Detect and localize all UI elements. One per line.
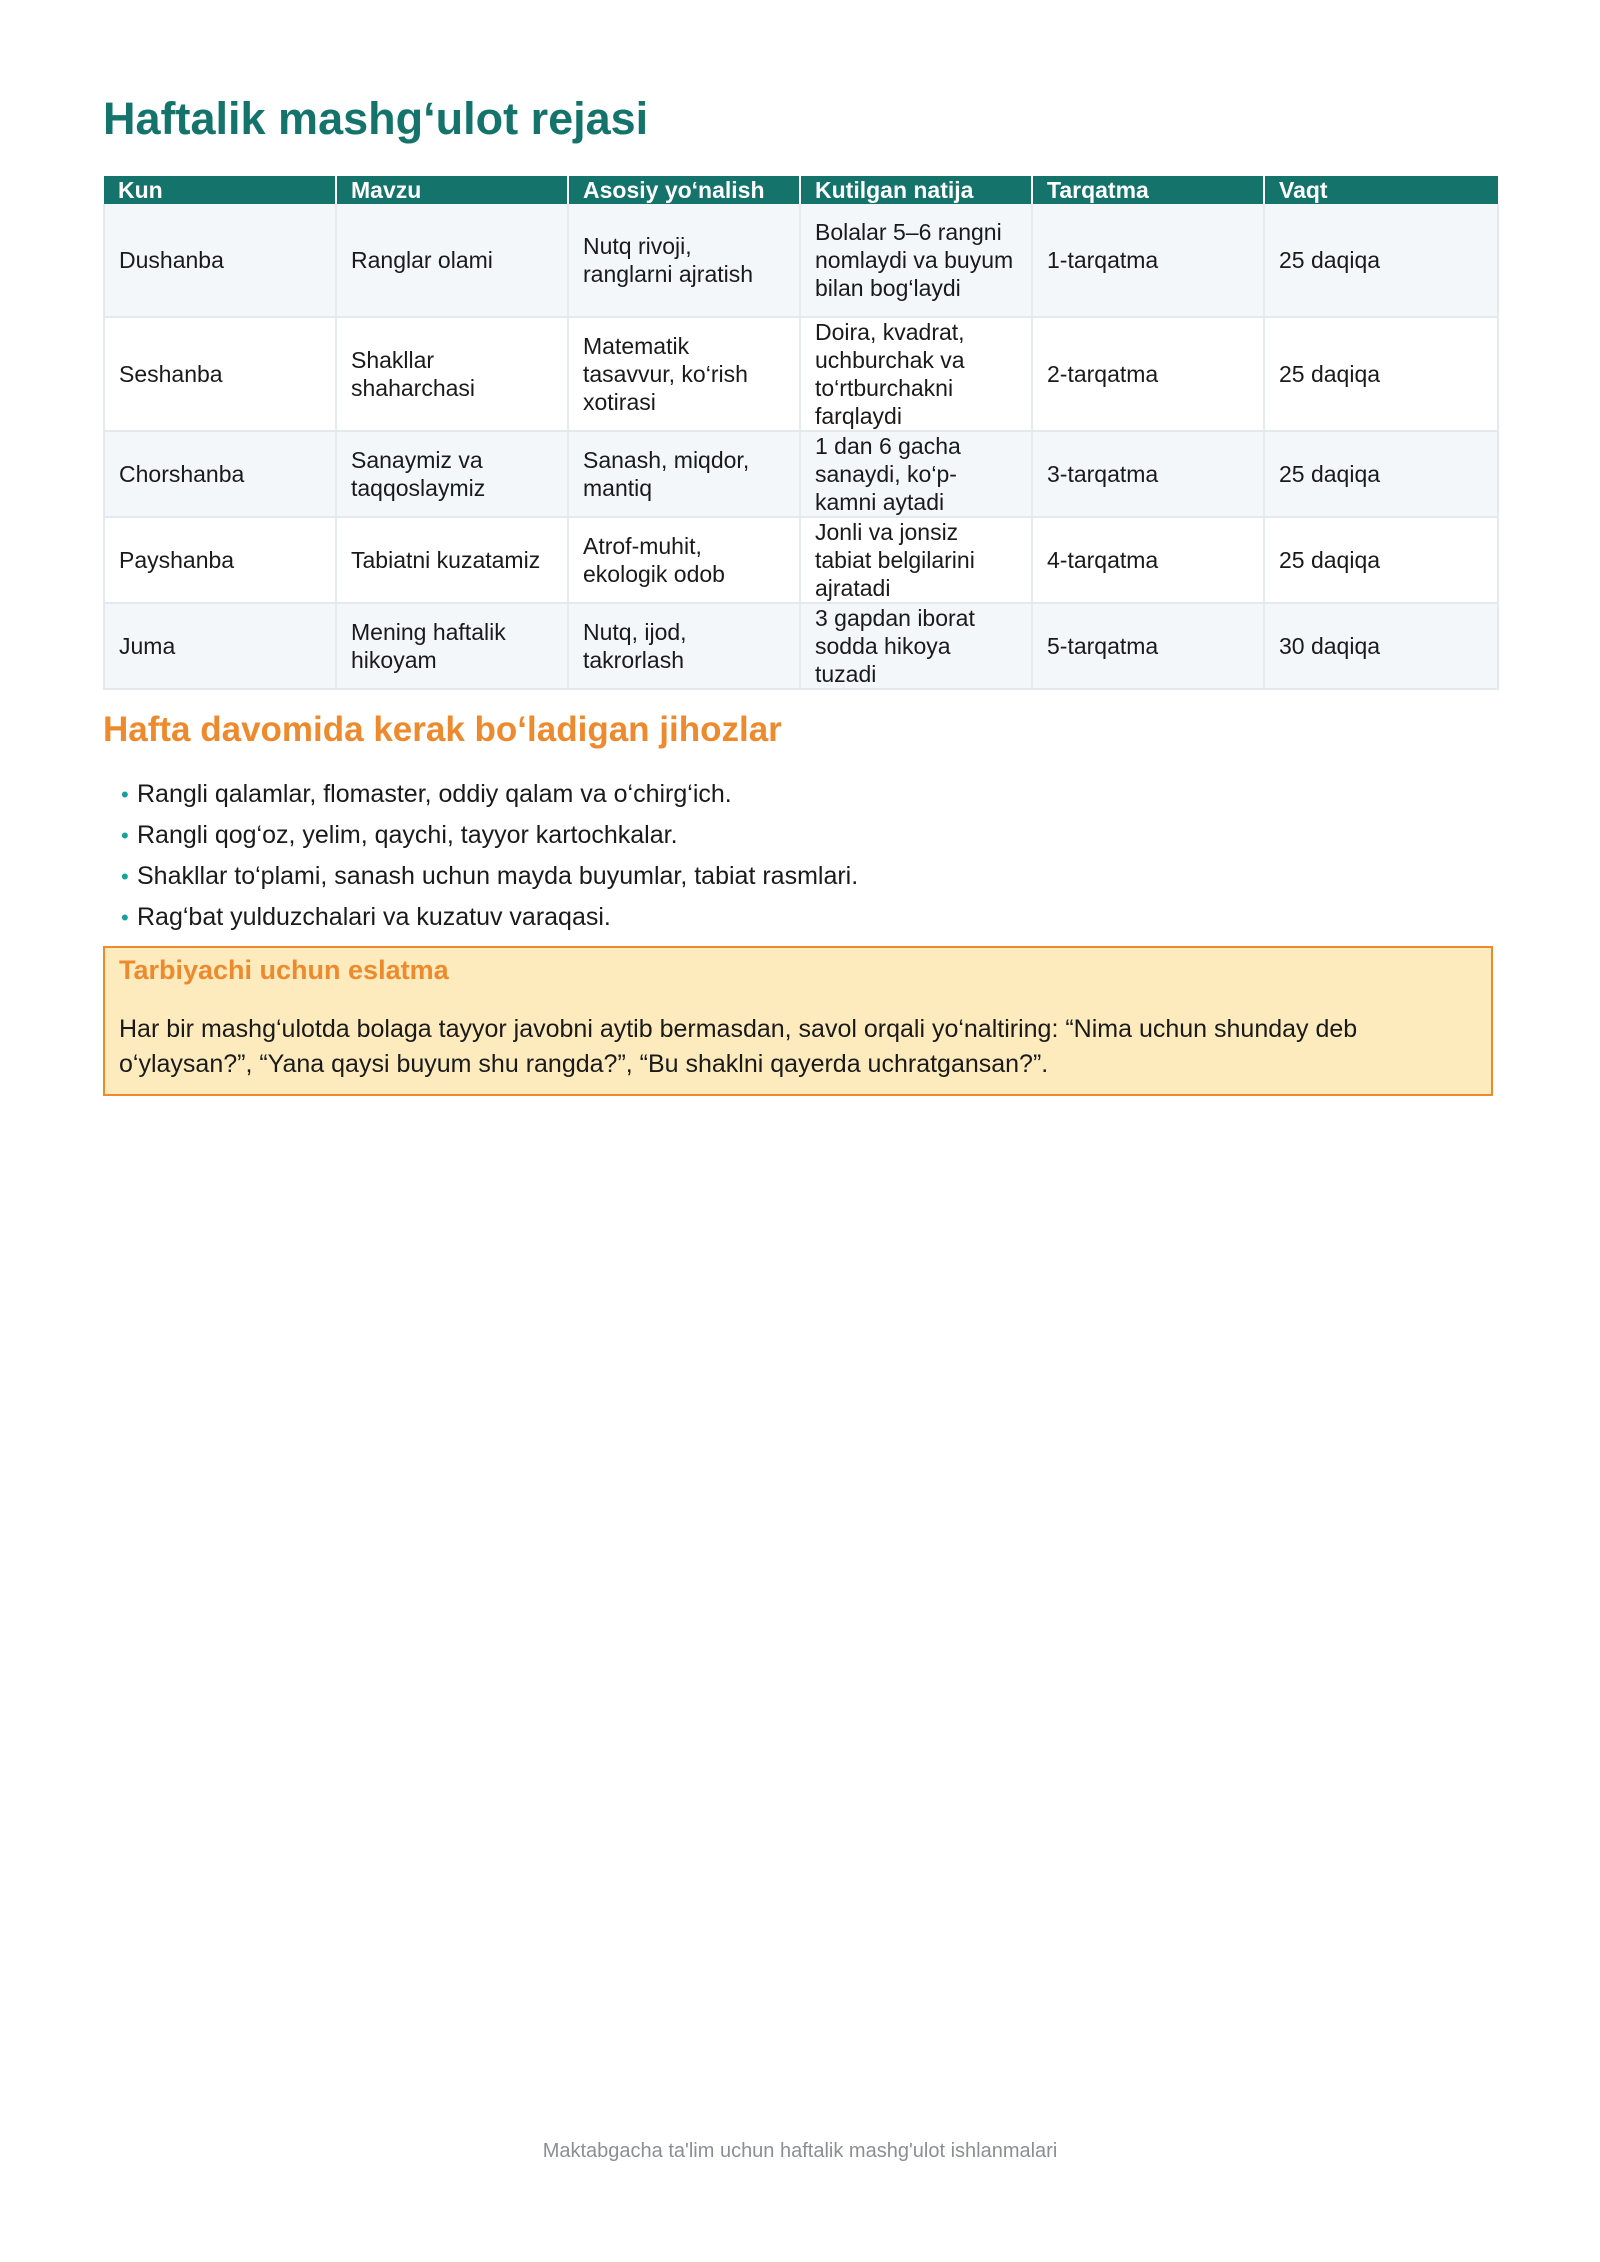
table-cell: Dushanba — [104, 204, 336, 317]
column-header: Asosiy yo‘nalish — [568, 176, 800, 204]
table-cell: Nutq rivoji, ranglarni ajratish — [568, 204, 800, 317]
table-row — [104, 431, 1498, 517]
list-item-text: Rangli qalamlar, flomaster, oddiy qalam va o‘chirg‘ich. — [137, 780, 732, 808]
table-cell: Sanaymiz va taqqoslaymiz — [336, 431, 568, 517]
table-cell: 5-tarqatma — [1032, 603, 1264, 689]
table-header-row — [104, 176, 1498, 204]
table-cell: Tabiatni kuzatamiz — [336, 517, 568, 603]
note-body: Har bir mashg‘ulotda bolaga tayyor javobni aytib bermasdan, savol orqali yo‘naltiring: “Nima uchun shunday deb o‘ylaysan?”, “Yana qaysi buyum shu rangda?”, “Bu shaklni qayerda uchratgansan?”. — [119, 1015, 1358, 1078]
list-item — [121, 856, 1497, 897]
table-cell: 25 daqiqa — [1264, 204, 1498, 317]
table-cell: Sanash, miqdor, mantiq — [568, 431, 800, 517]
list-item — [121, 897, 1497, 938]
column-header: Mavzu — [336, 176, 568, 204]
equipment-heading: Hafta davomida kerak bo‘ladigan jihozlar — [103, 710, 782, 749]
table-cell: 1-tarqatma — [1032, 204, 1264, 317]
table-cell: Doira, kvadrat, uchburchak va to‘rtburchakni farqlaydi — [800, 317, 1032, 431]
table-cell: Seshanba — [104, 317, 336, 431]
weekly-plan-table — [103, 176, 1499, 690]
table-cell: Juma — [104, 603, 336, 689]
table-row — [104, 517, 1498, 603]
list-item — [121, 815, 1497, 856]
table-cell: 1 dan 6 gacha sanaydi, ko‘p-kamni aytadi — [800, 431, 1032, 517]
table-cell: 4-tarqatma — [1032, 517, 1264, 603]
note-title: Tarbiyachi uchun eslatma — [119, 955, 449, 985]
column-header: Kutilgan natija — [800, 176, 1032, 204]
table-cell: 3 gapdan iborat sodda hikoya tuzadi — [800, 603, 1032, 689]
document-page — [103, 84, 1497, 1096]
column-header: Kun — [104, 176, 336, 204]
column-header: Tarqatma — [1032, 176, 1264, 204]
table-cell: Payshanba — [104, 517, 336, 603]
bullet-icon: • — [121, 864, 129, 889]
table-row — [104, 317, 1498, 431]
list-item-text: Rangli qog‘oz, yelim, qaychi, tayyor kartochkalar. — [137, 821, 678, 849]
table-cell: Atrof-muhit, ekologik odob — [568, 517, 800, 603]
list-item — [121, 774, 1497, 815]
list-item-text: Shakllar to‘plami, sanash uchun mayda buyumlar, tabiat rasmlari. — [137, 862, 859, 890]
teacher-note-box — [103, 946, 1493, 1096]
table-cell: Bolalar 5–6 rangni nomlaydi va buyum bilan bog‘laydi — [800, 204, 1032, 317]
table-cell: Shakllar shaharchasi — [336, 317, 568, 431]
table-cell: Jonli va jonsiz tabiat belgilarini ajratadi — [800, 517, 1032, 603]
table-cell: Nutq, ijod, takrorlash — [568, 603, 800, 689]
page-footer: Maktabgacha ta'lim uchun haftalik mashg'ulot ishlanmalari — [542, 2140, 1058, 2162]
table-cell: 25 daqiqa — [1264, 431, 1498, 517]
column-header: Vaqt — [1264, 176, 1498, 204]
bullet-icon: • — [121, 782, 129, 807]
table-cell: 2-tarqatma — [1032, 317, 1264, 431]
table-cell: 25 daqiqa — [1264, 317, 1498, 431]
table-row — [104, 603, 1498, 689]
table-cell: 25 daqiqa — [1264, 517, 1498, 603]
table-cell: 30 daqiqa — [1264, 603, 1498, 689]
table-cell: Chorshanba — [104, 431, 336, 517]
list-item-text: Rag‘bat yulduzchalari va kuzatuv varaqasi. — [137, 903, 611, 931]
table-cell: Mening haftalik hikoyam — [336, 603, 568, 689]
page-title: Haftalik mashg‘ulot rejasi — [103, 93, 649, 144]
bullet-icon: • — [121, 823, 129, 848]
table-cell: 3-tarqatma — [1032, 431, 1264, 517]
equipment-list — [103, 774, 1497, 938]
table-cell: Ranglar olami — [336, 204, 568, 317]
table-cell: Matematik tasavvur, ko‘rish xotirasi — [568, 317, 800, 431]
table-row — [104, 204, 1498, 317]
bullet-icon: • — [121, 905, 129, 930]
